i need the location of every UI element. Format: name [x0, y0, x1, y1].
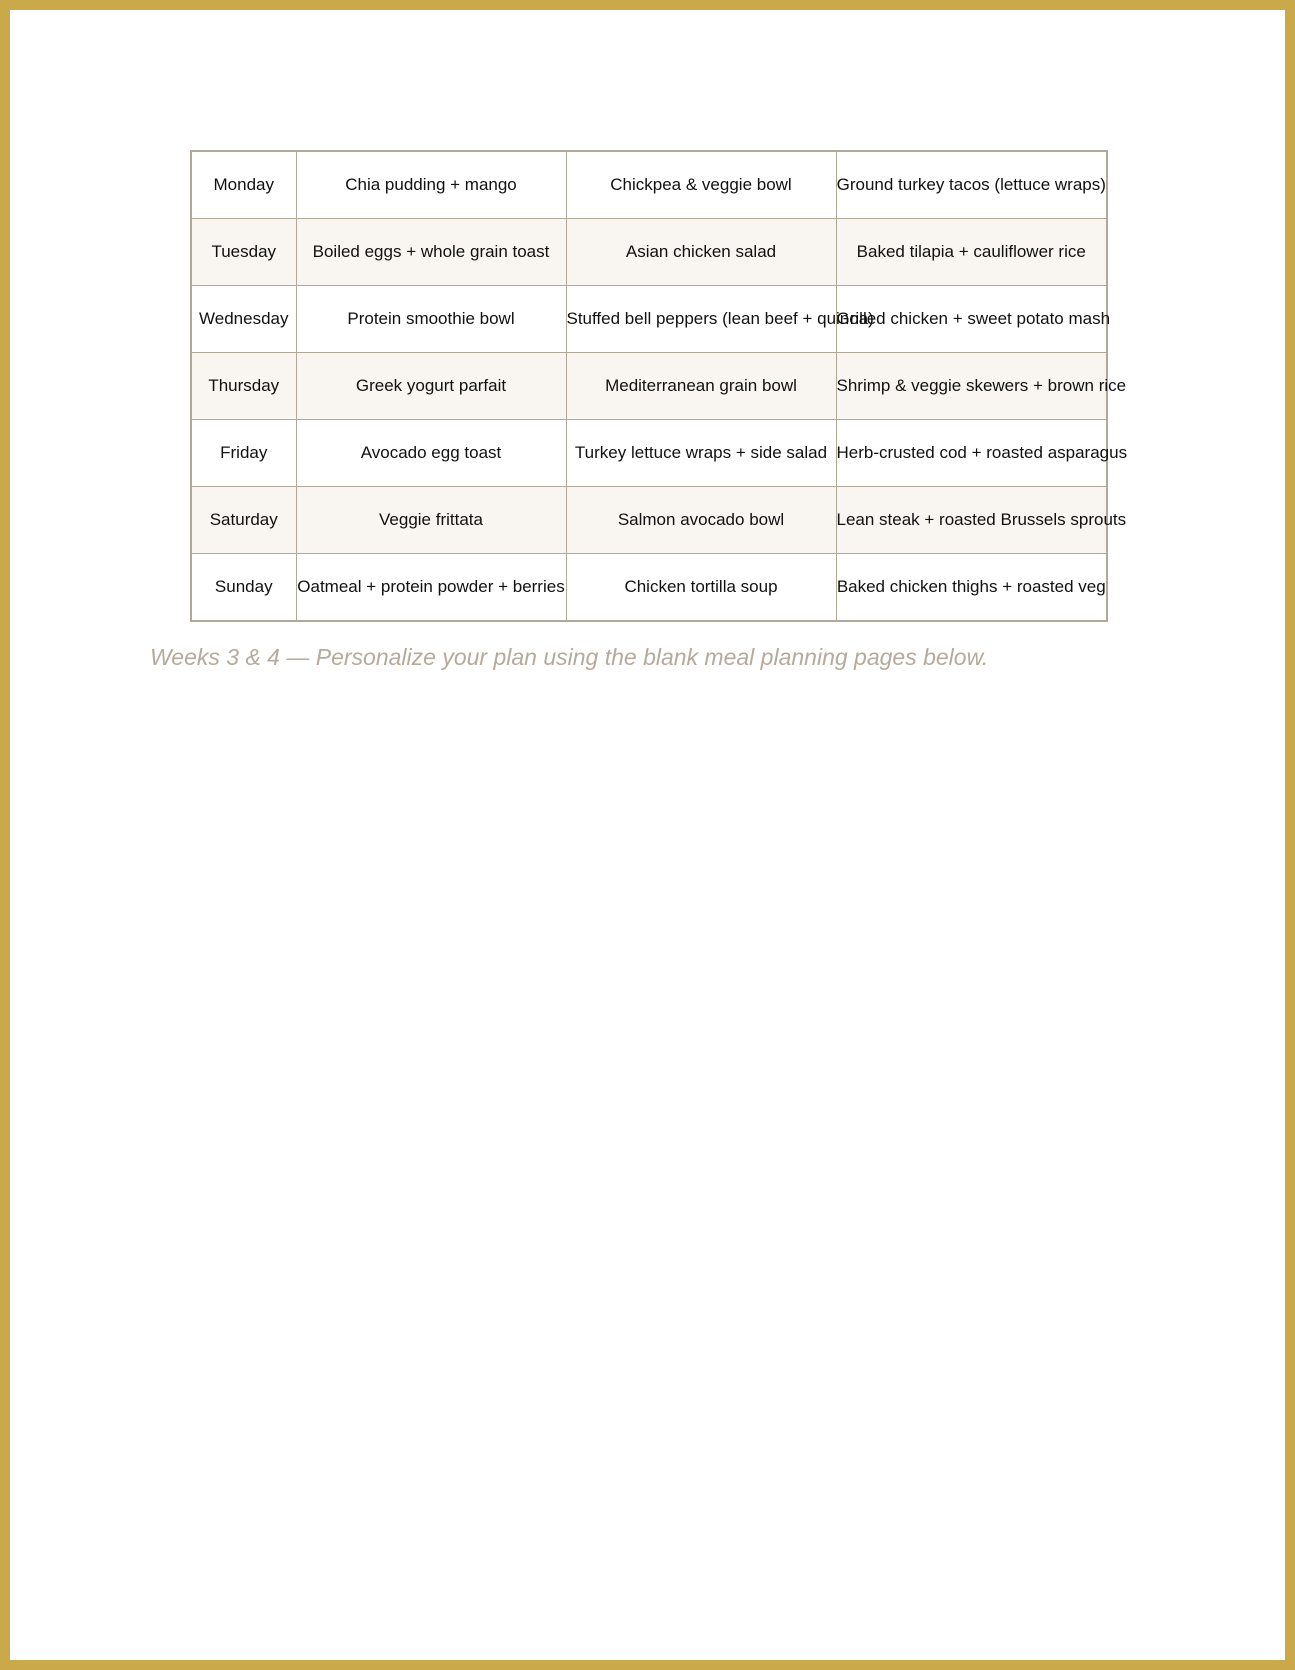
day-label: Tuesday — [211, 242, 277, 261]
dinner-text: Shrimp & veggie skewers + brown rice — [836, 376, 1127, 395]
day-cell — [191, 420, 296, 487]
dinner-text: Grilled chicken + sweet potato mash — [836, 309, 1111, 328]
breakfast-cell — [296, 554, 566, 622]
day-label: Sunday — [214, 577, 273, 596]
lunch-cell — [566, 151, 836, 219]
table-row — [191, 151, 1107, 219]
day-cell — [191, 286, 296, 353]
breakfast-text: Protein smoothie bowl — [347, 309, 515, 328]
table-row — [191, 554, 1107, 622]
dinner-text: Herb-crusted cod + roasted asparagus — [836, 443, 1128, 462]
breakfast-text: Veggie frittata — [379, 510, 483, 529]
meal-plan-table — [190, 150, 1128, 622]
dinner-cell — [836, 219, 1107, 286]
lunch-text: Mediterranean grain bowl — [605, 376, 797, 395]
day-cell — [191, 487, 296, 554]
breakfast-cell — [296, 420, 566, 487]
dinner-cell — [836, 286, 1111, 353]
day-label: Saturday — [209, 510, 278, 529]
breakfast-text: Avocado egg toast — [360, 443, 502, 462]
breakfast-text: Greek yogurt parfait — [355, 376, 507, 395]
day-label: Monday — [213, 175, 274, 194]
breakfast-cell — [296, 353, 566, 420]
dinner-text: Baked tilapia + cauliflower rice — [856, 242, 1086, 261]
breakfast-cell — [296, 219, 566, 286]
breakfast-text: Oatmeal + protein powder + berries — [297, 577, 565, 596]
dinner-text: Baked chicken thighs + roasted veg — [836, 577, 1106, 596]
table-row — [191, 219, 1107, 286]
lunch-text: Turkey lettuce wraps + side salad — [574, 443, 828, 462]
day-cell — [191, 151, 296, 219]
breakfast-text: Boiled eggs + whole grain toast — [312, 242, 550, 261]
dinner-text: Ground turkey tacos (lettuce wraps) — [836, 175, 1106, 194]
lunch-text: Chickpea & veggie bowl — [610, 175, 792, 194]
table-row — [191, 420, 1107, 487]
breakfast-cell — [296, 151, 566, 219]
dinner-cell — [836, 554, 1107, 622]
lunch-cell — [566, 487, 836, 554]
day-label: Friday — [220, 443, 268, 462]
day-cell — [191, 353, 296, 420]
breakfast-cell — [296, 286, 566, 353]
lunch-cell — [566, 554, 836, 622]
table-row — [191, 487, 1107, 554]
lunch-text: Stuffed bell peppers (lean beef + quinoa) — [566, 309, 874, 328]
lunch-text: Asian chicken salad — [625, 242, 777, 261]
day-cell — [191, 554, 296, 622]
table-row — [191, 353, 1107, 420]
lunch-cell — [566, 219, 836, 286]
day-label: Thursday — [208, 376, 280, 395]
lunch-text: Chicken tortilla soup — [624, 577, 778, 596]
lunch-cell — [566, 420, 836, 487]
lunch-cell — [566, 353, 836, 420]
dinner-cell — [836, 487, 1127, 554]
breakfast-cell — [296, 487, 566, 554]
weeks-note: Weeks 3 & 4 — Personalize your plan using the blank meal planning pages below. — [150, 644, 989, 670]
day-cell — [191, 219, 296, 286]
breakfast-text: Chia pudding + mango — [345, 175, 517, 194]
lunch-cell — [566, 286, 874, 353]
dinner-cell — [836, 420, 1128, 487]
table-row — [191, 286, 1107, 353]
dinner-cell — [836, 353, 1127, 420]
day-label: Wednesday — [199, 309, 289, 328]
lunch-text: Salmon avocado bowl — [617, 510, 785, 529]
dinner-cell — [836, 151, 1107, 219]
dinner-text: Lean steak + roasted Brussels sprouts — [836, 510, 1127, 529]
